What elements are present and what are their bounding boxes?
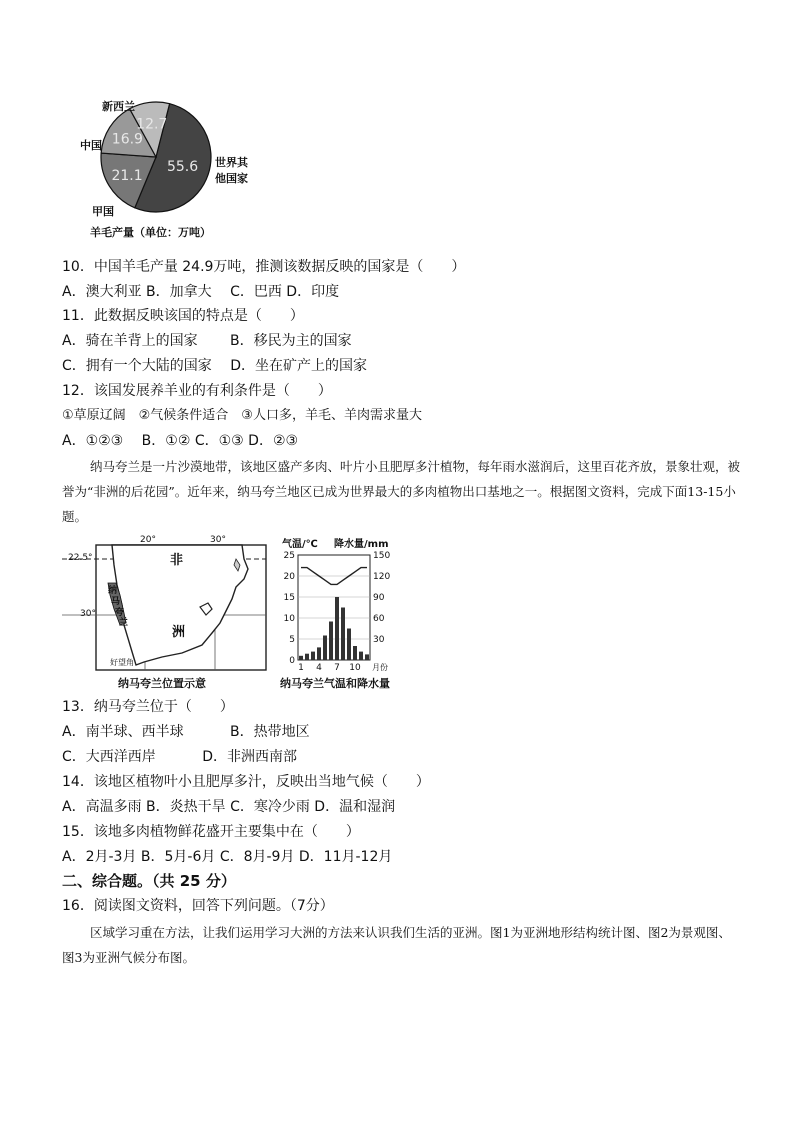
map-lon-20: 20° [140,535,156,545]
question-13-options-2: C．大西洋西岸 D．非洲西南部 [62,749,298,765]
precip-tick-label: 60 [373,614,385,624]
precip-bar [353,646,357,660]
question-14: 14．该地区植物叶小且肥厚多汁，反映出当地气候（ ） [62,774,430,790]
climate-caption: 纳马夸兰气温和降水量 [280,677,390,690]
pie-value-jia: 21.1 [111,167,143,184]
question-13: 13．纳马夸兰位于（ ） [62,699,234,715]
question-16-paragraph: 区域学习重在方法，让我们运用学习大洲的方法来认识我们生活的亚洲。图1为亚洲地形结构统计图、图2为景观图、图3为亚洲气候分布图。 [62,925,731,965]
map-lat-22-5: 22.5° [68,553,93,563]
precip-tick-label: 120 [373,572,391,582]
climate-chart [270,535,400,695]
question-10-options: A．澳大利亚 B．加拿大 C．巴西 D．印度 [62,284,340,300]
namaqualand-intro: 纳马夸兰是一片沙漠地带，该地区盛产多肉、叶片小且肥厚多汁植物，每年雨水滋润后，这里百花齐放，景象壮观，被誉为“非洲的后花园”。近年来，纳马夸兰地区已成为世界最大的多肉植物出口基地之一。根据图文资料，完成下面13-15小题。 [62,459,741,524]
precip-bar [323,636,327,661]
precip-bar [317,647,321,660]
question-15-options: A．2月-3月 B．5月-6月 C．8月-9月 D．11月-12月 [62,849,393,865]
temp-tick-label: 20 [283,572,295,582]
climate-chart-figure [270,535,400,695]
temp-tick-label: 5 [289,635,295,645]
map-label-ma: 马 [111,597,121,607]
question-11-options-2: C．拥有一个大陆的国家 D．坐在矿产上的国家 [62,358,368,374]
question-12: 12．该国发展养羊业的有利条件是（ ） [62,383,332,399]
pie-label-world-2: 他国家 [215,172,248,185]
map-label-lan: 兰 [119,618,129,628]
pie-value-nz: 12.7 [136,116,168,133]
pie-label-new-zealand: 新西兰 [102,100,135,113]
question-13-options-1: A．南半球、西半球 B．热带地区 [62,724,310,740]
month-tick-label: 7 [334,663,340,673]
map-lon-30: 30° [210,535,226,545]
precip-bar [335,597,339,660]
question-11-options-1: A．骑在羊背上的国家 B．移民为主的国家 [62,333,352,349]
question-15: 15．该地多肉植物鲜花盛开主要集中在（ ） [62,824,360,840]
question-14-options: A．高温多雨 B．炎热干旱 C．寒冷少雨 D．温和湿润 [62,799,396,815]
map-label-kua: 夸 [115,608,125,618]
precip-tick-label: 150 [373,551,391,561]
month-tick-label: 4 [316,663,322,673]
pie-caption: 羊毛产量（单位：万吨） [90,226,211,239]
precip-tick-label: 90 [373,593,385,603]
question-10: 10．中国羊毛产量 24.9万吨，推测该数据反映的国家是（ ） [62,259,466,275]
question-16: 16．阅读图文资料，回答下列问题。（7分） [62,898,334,914]
map-label-zhou: 洲 [172,625,186,640]
map-lat-30: 30° [80,609,96,619]
map-label-na: 纳 [108,586,118,596]
location-map-figure [62,535,272,695]
pie-value-china: 16.9 [111,131,143,148]
precip-bar [311,652,315,660]
wool-pie-figure [60,95,280,245]
map-label-cape: 好望角 [110,658,134,667]
month-unit-label: 月份 [372,663,388,672]
question-12-options: A．①②③ B．①② C．①③ D．②③ [62,433,299,449]
climate-temp-label: 气温/℃ [282,539,318,550]
precip-bar [329,622,333,661]
temp-tick-label: 15 [283,593,295,603]
temp-tick-label: 10 [283,614,295,624]
pie-value-world: 55.6 [166,158,199,175]
temp-tick-label: 25 [283,551,295,561]
map-caption: 纳马夸兰位置示意 [118,677,206,690]
pie-label-world-1: 世界其 [215,156,248,169]
section-2-heading: 二、综合题。（共 25 分） [62,872,236,890]
month-tick-label: 10 [349,663,361,673]
question-12-conditions: ①草原辽阔 ②气候条件适合 ③人口多，羊毛、羊肉需求量大 [62,408,422,423]
map-label-fei: 非 [170,553,184,568]
temp-tick-label: 0 [289,656,295,666]
precip-bar [365,654,369,660]
precip-bar [305,654,309,660]
month-tick-label: 1 [298,663,304,673]
pie-label-china: 中国 [80,139,102,152]
precip-bar [359,652,363,660]
question-11: 11．此数据反映该国的特点是（ ） [62,308,304,324]
precip-bar [341,608,345,661]
precip-bar [347,629,351,661]
pie-label-jia: 甲国 [92,205,114,218]
precip-bar [299,656,303,660]
climate-precip-label: 降水量/mm [334,539,389,550]
precip-tick-label: 30 [373,635,385,645]
